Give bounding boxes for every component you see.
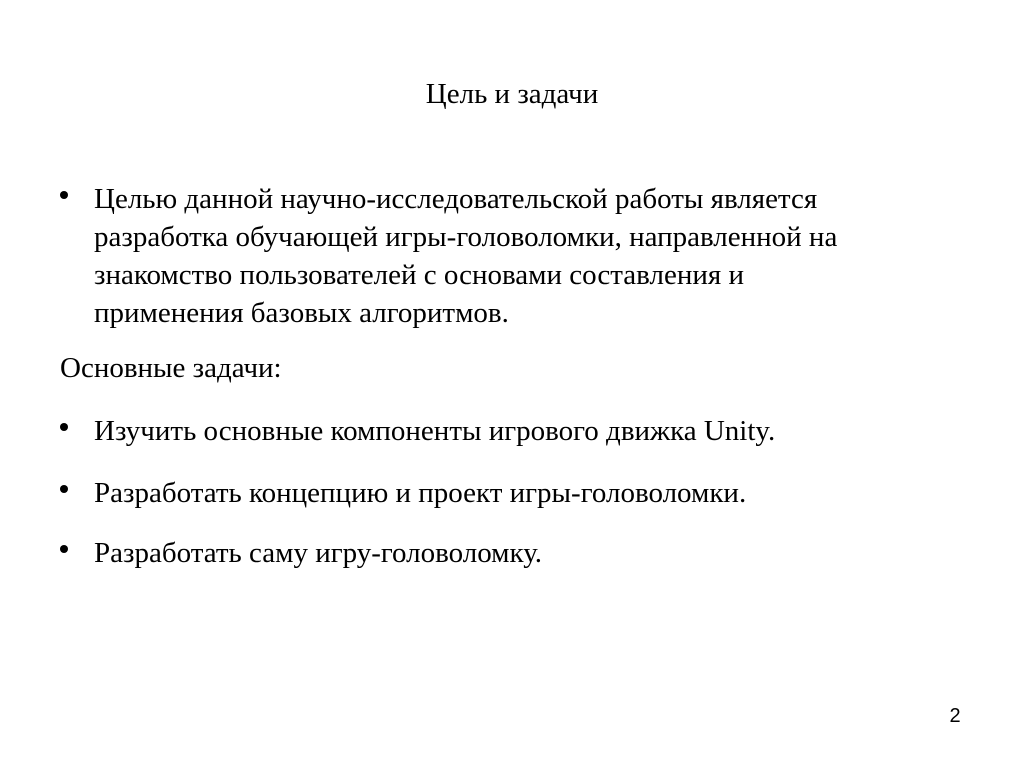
- goal-line: знакомство пользователей с основами составления и: [94, 259, 744, 291]
- goal-line: Целью данной научно-исследовательской работы является: [94, 183, 818, 215]
- slide-title: Цель и задачи: [425, 78, 599, 110]
- bullet-dot-icon: [60, 191, 68, 199]
- bullet-dot-icon: [60, 423, 68, 431]
- goal-text: [94, 180, 974, 332]
- task-text: Разработать концепцию и проект игры-головоломки.: [94, 477, 747, 509]
- task-text: Изучить основные компоненты игрового движка Unity.: [94, 415, 776, 447]
- page-number: 2: [949, 705, 961, 727]
- bullet-dot-icon: [60, 485, 68, 493]
- goal-line: применения базовых алгоритмов.: [94, 297, 509, 329]
- bullet-dot-icon: [60, 545, 68, 553]
- task-text: Разработать саму игру-головоломку.: [94, 537, 543, 569]
- tasks-heading: Основные задачи:: [60, 352, 282, 384]
- goal-line: разработка обучающей игры-головоломки, направленной на: [94, 221, 838, 253]
